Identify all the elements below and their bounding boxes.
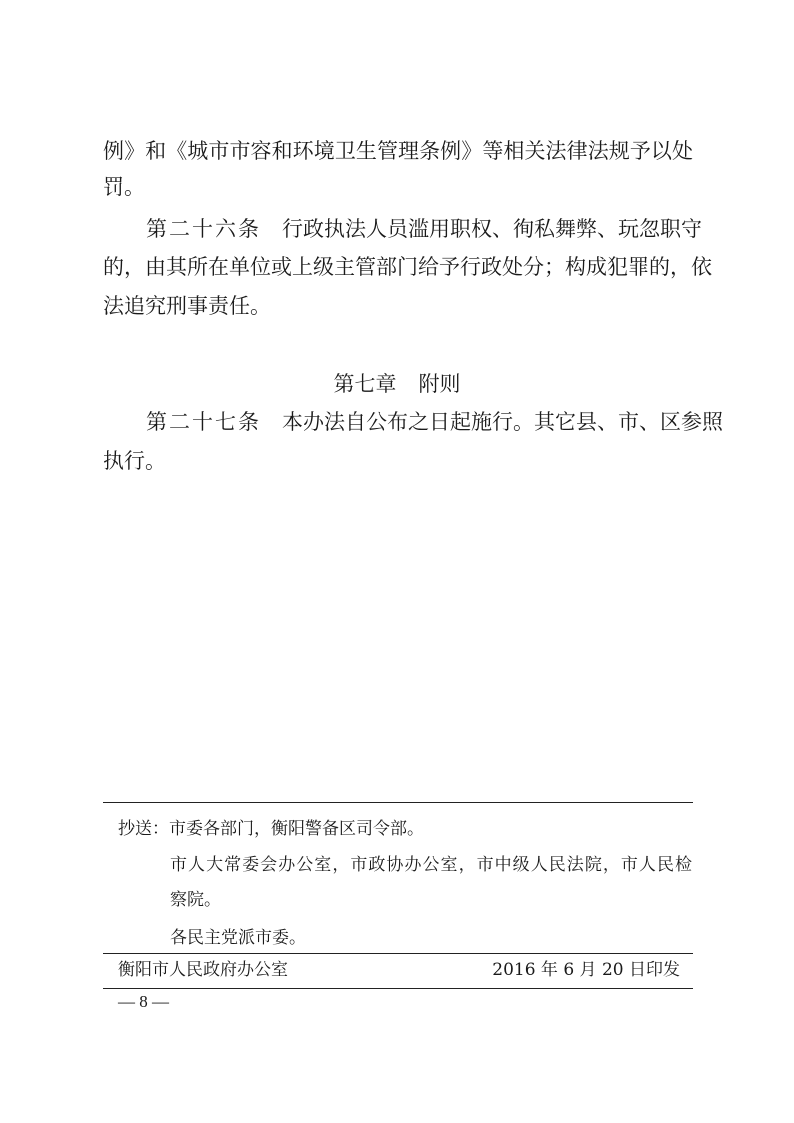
article-26-line-1	[146, 214, 702, 244]
article-26-text: 行政执法人员滥用职权、徇私舞弊、玩忽职守	[282, 217, 702, 241]
article-25-line-1: 例》和《城市市容和环境卫生管理条例》等相关法律法规予以处	[103, 139, 693, 163]
cc-line-1	[118, 816, 424, 842]
article-25-line-2: 罚。	[103, 175, 145, 199]
article-26-heading: 第二十六条	[146, 217, 261, 241]
article-27-text: 本办法自公布之日起施行。其它县、市、区参照	[282, 410, 723, 434]
cc-label: 抄送：	[118, 819, 169, 839]
footer-bottom-rule	[103, 988, 693, 989]
cc-line-2: 市人大常委会办公室，市政协办公室，市中级人民法院，市人民检	[170, 855, 692, 875]
chapter-number: 第七章	[333, 372, 397, 396]
page-number: — 8 —	[118, 992, 169, 1011]
article-27-line-1	[146, 407, 723, 437]
issuer-office: 衡阳市人民政府办公室	[118, 960, 288, 980]
article-26-line-3: 法追究刑事责任。	[103, 294, 271, 318]
footer-top-rule	[103, 802, 693, 803]
chapter-name: 附则	[418, 372, 461, 396]
article-26-line-2: 的，由其所在单位或上级主管部门给予行政处分；构成犯罪的，依	[103, 255, 712, 279]
issue-date: 2016 年 6 月 20 日印发	[492, 960, 680, 980]
footer-middle-rule	[103, 953, 693, 954]
cc-line-3: 察院。	[170, 890, 221, 910]
chapter-title	[0, 369, 794, 399]
cc-recipients-1: 市委各部门，衡阳警备区司令部。	[169, 819, 424, 839]
cc-line-4: 各民主党派市委。	[170, 928, 306, 948]
article-27-heading: 第二十七条	[146, 410, 261, 434]
article-27-line-2: 执行。	[103, 449, 166, 473]
